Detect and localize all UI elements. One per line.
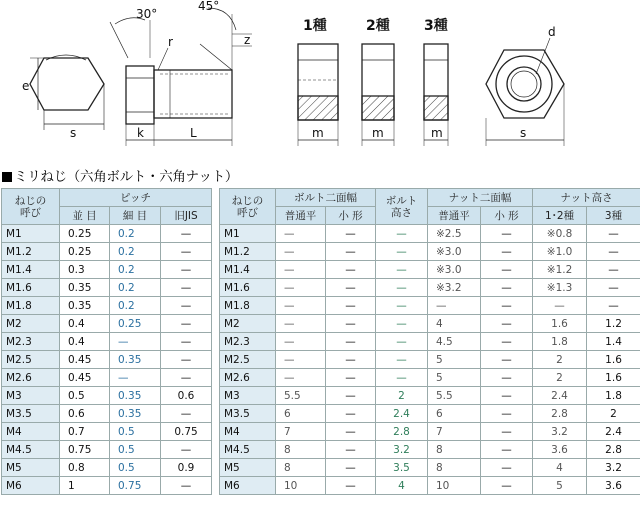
nut-width-standard-cell: 5: [428, 351, 481, 369]
nut-width-small-cell: —: [481, 369, 533, 387]
fine-pitch-cell: 0.35: [110, 351, 161, 369]
coarse-pitch-cell: 0.5: [60, 387, 110, 405]
bolt-height-cell: 2.8: [376, 423, 428, 441]
nut-width-small-cell: —: [481, 387, 533, 405]
old-jis-pitch-cell: —: [161, 297, 212, 315]
table-row: [2, 387, 212, 405]
bolt-height-cell: —: [376, 279, 428, 297]
size-cell: M4: [2, 423, 60, 441]
table-row: [2, 297, 212, 315]
bolt-nut-diagram: [0, 0, 640, 160]
coarse-pitch-cell: 0.45: [60, 369, 110, 387]
nut-width-standard-cell: 6: [428, 405, 481, 423]
nut-width-small-cell: —: [481, 459, 533, 477]
dimension-table: [219, 188, 640, 495]
nut-height-type12-cell: ※0.8: [533, 225, 587, 243]
nut-width-standard-cell: ※3.0: [428, 243, 481, 261]
nut-height-type3-cell: 3.2: [587, 459, 640, 477]
bolt-width-standard-cell: 6: [276, 405, 326, 423]
nut-width-small-cell: —: [481, 477, 533, 495]
bolt-width-small-cell: —: [326, 351, 376, 369]
size-cell: M1: [2, 225, 60, 243]
size-cell: M5: [2, 459, 60, 477]
bolt-width-small-cell: —: [326, 225, 376, 243]
table-row: [2, 225, 212, 243]
bolt-width-small-cell: —: [326, 441, 376, 459]
coarse-pitch-cell: 0.25: [60, 243, 110, 261]
table-row: [220, 315, 640, 333]
nut-height-type3-cell: 1.4: [587, 333, 640, 351]
old-jis-pitch-cell: —: [161, 333, 212, 351]
m-label-1: m: [312, 126, 324, 140]
nut-width-small-cell: —: [481, 243, 533, 261]
bolt-height-cell: 3.2: [376, 441, 428, 459]
size-cell: M6: [220, 477, 276, 495]
coarse-pitch-cell: 0.45: [60, 351, 110, 369]
table-row: [220, 423, 640, 441]
nut-height-type12-cell: ※1.2: [533, 261, 587, 279]
s-label-nut: s: [520, 126, 527, 140]
size-cell: M3: [220, 387, 276, 405]
fine-pitch-cell: 0.5: [110, 423, 161, 441]
nut-height-type12-cell: 5: [533, 477, 587, 495]
section-title: [2, 165, 238, 185]
size-cell: M4.5: [2, 441, 60, 459]
bolt-width-standard-cell: —: [276, 351, 326, 369]
table-row: [2, 441, 212, 459]
bolt-height-cell: —: [376, 369, 428, 387]
bolt-width-standard-cell: 7: [276, 423, 326, 441]
old-jis-pitch-cell: —: [161, 405, 212, 423]
old-jis-pitch-cell: —: [161, 279, 212, 297]
nut-width-standard-cell: —: [428, 297, 481, 315]
nut-width-standard-cell: 7: [428, 423, 481, 441]
table-row: [220, 441, 640, 459]
bolt-width-standard-cell: —: [276, 369, 326, 387]
bolt-width-standard-cell: —: [276, 261, 326, 279]
coarse-header: 並 目: [60, 207, 110, 225]
bolt-width-header: ボルト二面幅: [276, 189, 376, 207]
nut-width-standard-header: 普通平: [428, 207, 481, 225]
nut-width-small-cell: —: [481, 297, 533, 315]
table-row: [2, 351, 212, 369]
e-label: e: [22, 79, 30, 93]
table-row: [2, 405, 212, 423]
size-cell: M2: [220, 315, 276, 333]
coarse-pitch-cell: 1: [60, 477, 110, 495]
nut-width-small-cell: —: [481, 315, 533, 333]
table-row: [2, 261, 212, 279]
old-jis-pitch-cell: —: [161, 441, 212, 459]
bolt-side-view: [110, 8, 252, 146]
old-jis-pitch-cell: —: [161, 351, 212, 369]
table-row: [220, 477, 640, 495]
nut-height-type12-cell: 3.6: [533, 441, 587, 459]
size-cell: M4: [220, 423, 276, 441]
m-label-2: m: [372, 126, 384, 140]
table-row: [2, 333, 212, 351]
fine-header: 細 目: [110, 207, 161, 225]
coarse-pitch-cell: 0.8: [60, 459, 110, 477]
z-label: z: [244, 33, 251, 47]
old-jis-pitch-cell: —: [161, 369, 212, 387]
nut-width-small-header: 小 形: [481, 207, 533, 225]
bolt-head-front-view: [30, 55, 104, 130]
square-bullet-icon: [2, 172, 12, 182]
coarse-pitch-cell: 0.7: [60, 423, 110, 441]
bolt-width-small-cell: —: [326, 279, 376, 297]
nut-height-type3-cell: 2.8: [587, 441, 640, 459]
angle-45-label: 45°: [198, 0, 220, 13]
nut-width-small-cell: —: [481, 261, 533, 279]
size-cell: M1.4: [220, 261, 276, 279]
bolt-width-standard-cell: —: [276, 297, 326, 315]
bolt-width-standard-cell: 10: [276, 477, 326, 495]
nut-height-type12-cell: ※1.3: [533, 279, 587, 297]
nut-height-type3-cell: 1.6: [587, 369, 640, 387]
size-cell: M1.4: [2, 261, 60, 279]
size-cell: M3: [2, 387, 60, 405]
nut-height-type3-cell: —: [587, 297, 640, 315]
nut-height-type12-cell: 1.8: [533, 333, 587, 351]
nut-type2-title: 2種: [366, 18, 390, 34]
k-label: k: [137, 126, 144, 140]
table-row: [2, 243, 212, 261]
nut-height-type3-cell: 3.6: [587, 477, 640, 495]
nut-width-standard-cell: 8: [428, 459, 481, 477]
bolt-width-small-cell: —: [326, 297, 376, 315]
bolt-height-cell: —: [376, 297, 428, 315]
bolt-width-small-cell: —: [326, 261, 376, 279]
size-header: ねじの 呼び: [2, 189, 60, 225]
table-row: [2, 423, 212, 441]
fine-pitch-cell: —: [110, 333, 161, 351]
nut-width-small-cell: —: [481, 225, 533, 243]
fine-pitch-cell: 0.5: [110, 441, 161, 459]
fine-pitch-cell: 0.35: [110, 405, 161, 423]
old-jis-pitch-cell: 0.9: [161, 459, 212, 477]
size-cell: M1: [220, 225, 276, 243]
nut-height-type12-cell: 2: [533, 351, 587, 369]
old-jis-pitch-cell: 0.6: [161, 387, 212, 405]
bolt-height-cell: —: [376, 333, 428, 351]
nut-height-type12-cell: 2: [533, 369, 587, 387]
nut-height-type3-cell: —: [587, 225, 640, 243]
nut-height-type3-cell: —: [587, 279, 640, 297]
nut-width-small-cell: —: [481, 351, 533, 369]
old-jis-pitch-cell: —: [161, 243, 212, 261]
nut-height-type3-cell: 1.2: [587, 315, 640, 333]
bolt-height-header: ボルト 高さ: [376, 189, 428, 225]
nut-height-type12-cell: 4: [533, 459, 587, 477]
size-cell: M4.5: [220, 441, 276, 459]
size-cell: M2.5: [220, 351, 276, 369]
nut-width-standard-cell: 5: [428, 369, 481, 387]
m-label-3: m: [431, 126, 443, 140]
size-cell: M3.5: [220, 405, 276, 423]
bolt-width-standard-header: 普通平: [276, 207, 326, 225]
nut-height-type12-header: 1･2種: [533, 207, 587, 225]
nut-height-type3-cell: 1.6: [587, 351, 640, 369]
bolt-height-cell: 2: [376, 387, 428, 405]
fine-pitch-cell: —: [110, 369, 161, 387]
bolt-width-small-cell: —: [326, 459, 376, 477]
nut-width-small-cell: —: [481, 405, 533, 423]
nut-height-type3-header: 3種: [587, 207, 640, 225]
coarse-pitch-cell: 0.3: [60, 261, 110, 279]
table-row: [220, 333, 640, 351]
nut-height-type12-cell: 2.4: [533, 387, 587, 405]
bolt-width-small-cell: —: [326, 477, 376, 495]
nut-width-small-cell: —: [481, 423, 533, 441]
nut-height-type12-cell: 1.6: [533, 315, 587, 333]
pitch-table: [1, 188, 212, 495]
nut-height-type12-cell: —: [533, 297, 587, 315]
nut-width-standard-cell: 10: [428, 477, 481, 495]
fine-pitch-cell: 0.2: [110, 261, 161, 279]
old-jis-pitch-cell: 0.75: [161, 423, 212, 441]
fine-pitch-cell: 0.2: [110, 279, 161, 297]
table-row: [2, 477, 212, 495]
nut-height-type3-cell: 1.8: [587, 387, 640, 405]
bolt-width-standard-cell: —: [276, 243, 326, 261]
nut-height-type3-cell: 2: [587, 405, 640, 423]
bolt-width-small-cell: —: [326, 423, 376, 441]
size-cell: M1.2: [220, 243, 276, 261]
nut-type1-title: 1種: [303, 18, 327, 34]
fine-pitch-cell: 0.2: [110, 243, 161, 261]
nut-width-standard-cell: ※3.0: [428, 261, 481, 279]
nut-height-type3-cell: —: [587, 243, 640, 261]
table-row: [2, 315, 212, 333]
L-label: L: [190, 126, 197, 140]
coarse-pitch-cell: 0.75: [60, 441, 110, 459]
bolt-width-standard-cell: —: [276, 225, 326, 243]
fine-pitch-cell: 0.75: [110, 477, 161, 495]
bolt-width-small-cell: —: [326, 405, 376, 423]
size-cell: M5: [220, 459, 276, 477]
old-jis-pitch-cell: —: [161, 477, 212, 495]
table-row: [220, 387, 640, 405]
size-cell: M6: [2, 477, 60, 495]
bolt-width-small-cell: —: [326, 369, 376, 387]
old-jis-pitch-cell: —: [161, 261, 212, 279]
fine-pitch-cell: 0.35: [110, 387, 161, 405]
old-jis-pitch-cell: —: [161, 225, 212, 243]
table-row: [220, 297, 640, 315]
nut-width-small-cell: —: [481, 441, 533, 459]
radius-label: r: [168, 35, 173, 49]
bolt-width-standard-cell: —: [276, 315, 326, 333]
bolt-width-standard-cell: —: [276, 333, 326, 351]
size-cell: M2.5: [2, 351, 60, 369]
table-row: [2, 459, 212, 477]
bolt-height-cell: —: [376, 225, 428, 243]
nut-height-type3-cell: 2.4: [587, 423, 640, 441]
bolt-height-cell: —: [376, 315, 428, 333]
bolt-height-cell: 4: [376, 477, 428, 495]
old-jis-pitch-cell: —: [161, 315, 212, 333]
size-cell: M2.6: [220, 369, 276, 387]
bolt-width-standard-cell: 5.5: [276, 387, 326, 405]
size-cell: M1.8: [220, 297, 276, 315]
nut-width-standard-cell: ※2.5: [428, 225, 481, 243]
nut-height-type12-cell: 2.8: [533, 405, 587, 423]
bolt-height-cell: 3.5: [376, 459, 428, 477]
bolt-width-small-cell: —: [326, 315, 376, 333]
nut-type3-title: 3種: [424, 18, 448, 34]
coarse-pitch-cell: 0.35: [60, 279, 110, 297]
nut-height-type12-cell: 3.2: [533, 423, 587, 441]
nut-width-standard-cell: 8: [428, 441, 481, 459]
coarse-pitch-cell: 0.4: [60, 315, 110, 333]
bolt-height-cell: —: [376, 243, 428, 261]
size-cell: M3.5: [2, 405, 60, 423]
bolt-width-standard-cell: —: [276, 279, 326, 297]
nut-width-standard-cell: 5.5: [428, 387, 481, 405]
size-cell: M1.2: [2, 243, 60, 261]
table-row: [2, 369, 212, 387]
size-header: ねじの 呼び: [220, 189, 276, 225]
bolt-width-small-cell: —: [326, 387, 376, 405]
bolt-width-small-cell: —: [326, 333, 376, 351]
table-row: [220, 459, 640, 477]
size-cell: M2.6: [2, 369, 60, 387]
table-row: [2, 279, 212, 297]
nut-height-header: ナット高さ: [533, 189, 640, 207]
table-row: [220, 279, 640, 297]
bolt-width-standard-cell: 8: [276, 441, 326, 459]
table-row: [220, 369, 640, 387]
nut-width-standard-cell: ※3.2: [428, 279, 481, 297]
table-row: [220, 351, 640, 369]
bolt-height-cell: —: [376, 261, 428, 279]
bolt-width-small-cell: —: [326, 243, 376, 261]
bolt-height-cell: —: [376, 351, 428, 369]
bolt-height-cell: 2.4: [376, 405, 428, 423]
nut-height-type3-cell: —: [587, 261, 640, 279]
size-cell: M1.8: [2, 297, 60, 315]
coarse-pitch-cell: 0.6: [60, 405, 110, 423]
d-label: d: [548, 25, 556, 39]
coarse-pitch-cell: 0.25: [60, 225, 110, 243]
fine-pitch-cell: 0.2: [110, 297, 161, 315]
table-row: [220, 225, 640, 243]
table-row: [220, 243, 640, 261]
size-cell: M2.3: [220, 333, 276, 351]
nut-width-small-cell: —: [481, 333, 533, 351]
nut-width-standard-cell: 4.5: [428, 333, 481, 351]
size-cell: M1.6: [2, 279, 60, 297]
section-title-text: ミリねじ（六角ボルト・六角ナット）: [14, 169, 239, 185]
table-row: [220, 261, 640, 279]
nut-height-type12-cell: ※1.0: [533, 243, 587, 261]
nut-width-standard-cell: 4: [428, 315, 481, 333]
nut-width-small-cell: —: [481, 279, 533, 297]
pitch-header: ピッチ: [60, 189, 212, 207]
nut-width-header: ナット二面幅: [428, 189, 533, 207]
bolt-width-small-header: 小 形: [326, 207, 376, 225]
size-cell: M2.3: [2, 333, 60, 351]
size-cell: M2: [2, 315, 60, 333]
s-label: s: [70, 126, 77, 140]
fine-pitch-cell: 0.2: [110, 225, 161, 243]
size-cell: M1.6: [220, 279, 276, 297]
angle-30-label: 30°: [136, 7, 158, 21]
fine-pitch-cell: 0.25: [110, 315, 161, 333]
fine-pitch-cell: 0.5: [110, 459, 161, 477]
bolt-width-standard-cell: 8: [276, 459, 326, 477]
table-row: [220, 405, 640, 423]
coarse-pitch-cell: 0.35: [60, 297, 110, 315]
old-jis-header: 旧JIS: [161, 207, 212, 225]
coarse-pitch-cell: 0.4: [60, 333, 110, 351]
